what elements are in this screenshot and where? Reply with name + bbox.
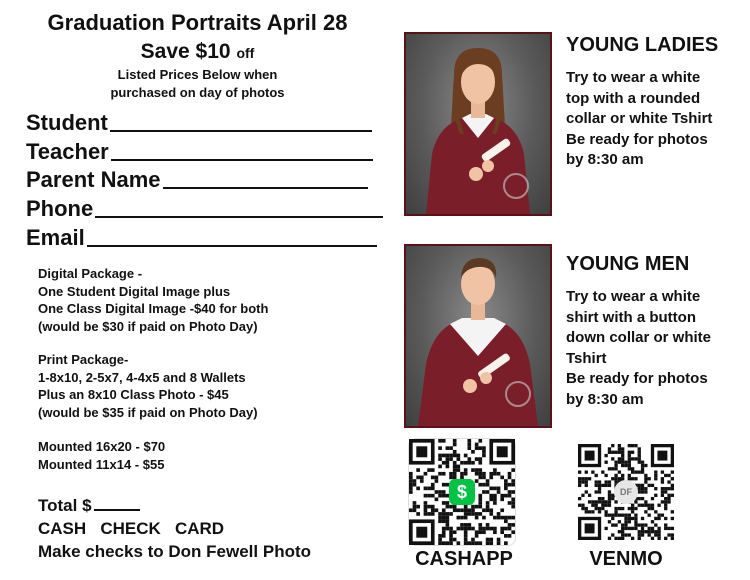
email-line	[87, 245, 377, 247]
print-line-3: Plus an 8x10 Class Photo - $45	[38, 387, 229, 402]
email-label: Email	[26, 225, 85, 250]
email-field[interactable]	[26, 225, 377, 251]
save-suffix: off	[236, 45, 255, 61]
page-title: Graduation Portraits April 28	[47, 10, 348, 35]
teacher-line	[111, 159, 373, 161]
cashapp-label: CASHAPP	[415, 548, 513, 570]
young-men-line-3: down collar or white	[566, 329, 712, 346]
digital-line-1: Digital Package -	[38, 266, 143, 281]
parent-name-label: Parent Name	[26, 167, 161, 192]
venmo-avatar-icon: DF	[614, 480, 638, 504]
checks-note: Make checks to Don Fewell Photo	[38, 542, 312, 561]
student-line	[110, 130, 372, 132]
digital-line-4: (would be $30 if paid on Photo Day)	[38, 318, 258, 334]
cashapp-logo-icon: $	[449, 479, 475, 505]
young-ladies-line-5: by 8:30 am	[566, 151, 644, 168]
young-lady-portrait-illustration	[406, 34, 550, 214]
save-amount: Save $10	[140, 40, 231, 63]
student-field[interactable]	[26, 110, 372, 136]
print-package	[38, 351, 258, 421]
student-label: Student	[26, 110, 108, 135]
young-ladies-line-4: Be ready for photos	[566, 130, 708, 148]
young-men-line-6: by 8:30 am	[566, 390, 644, 408]
total-line	[94, 509, 140, 511]
young-men-line-1: Try to wear a white	[566, 288, 701, 305]
price-note-line-1: Listed Prices Below when	[117, 67, 278, 82]
young-ladies-instructions	[566, 68, 712, 171]
young-men-line-4: Tshirt	[566, 349, 607, 367]
phone-label: Phone	[26, 196, 94, 221]
discount-heading	[0, 40, 395, 64]
digital-line-3: One Class Digital Image -$40 for both	[38, 301, 269, 316]
total-label: Total $	[38, 496, 92, 515]
phone-line	[95, 216, 383, 218]
total-field[interactable]	[38, 496, 140, 516]
young-men-instructions	[566, 287, 711, 410]
digital-line-2: One Student Digital Image plus	[38, 283, 231, 299]
print-line-1: Print Package-	[38, 352, 129, 367]
phone-field[interactable]	[26, 196, 383, 222]
price-note-line-2: purchased on day of photos	[110, 85, 285, 100]
parent-name-field[interactable]	[26, 167, 368, 193]
print-line-4: (would be $35 if paid on Photo Day)	[38, 404, 258, 420]
young-man-portrait-illustration	[406, 246, 550, 426]
young-ladies-line-1: Try to wear a white	[566, 69, 701, 86]
young-ladies-line-3: collar or white Tshirt	[566, 110, 713, 127]
young-ladies-line-2: top with a rounded	[566, 89, 701, 107]
young-men-line-5: Be ready for photos	[566, 370, 708, 387]
mounted-line-2: Mounted 11x14 - $55	[38, 456, 165, 472]
teacher-label: Teacher	[26, 139, 109, 164]
mounted-line-1: Mounted 16x20 - $70	[38, 439, 166, 454]
young-man-portrait	[404, 244, 552, 428]
cashapp-qr-code[interactable]	[408, 438, 516, 546]
young-men-heading: YOUNG MEN	[566, 253, 690, 275]
teacher-field[interactable]	[26, 139, 373, 165]
young-lady-portrait	[404, 32, 552, 216]
venmo-label: VENMO	[589, 548, 663, 570]
payment-methods: CASH CHECK CARD	[38, 519, 225, 538]
venmo-qr-code[interactable]	[578, 444, 674, 540]
digital-package	[38, 265, 268, 335]
young-ladies-heading: YOUNG LADIES	[566, 34, 719, 56]
parent-name-line	[163, 187, 368, 189]
mounted-options	[38, 438, 165, 473]
young-men-line-2: shirt with a button	[566, 308, 696, 326]
print-line-2: 1-8x10, 2-5x7, 4-4x5 and 8 Wallets	[38, 369, 246, 385]
